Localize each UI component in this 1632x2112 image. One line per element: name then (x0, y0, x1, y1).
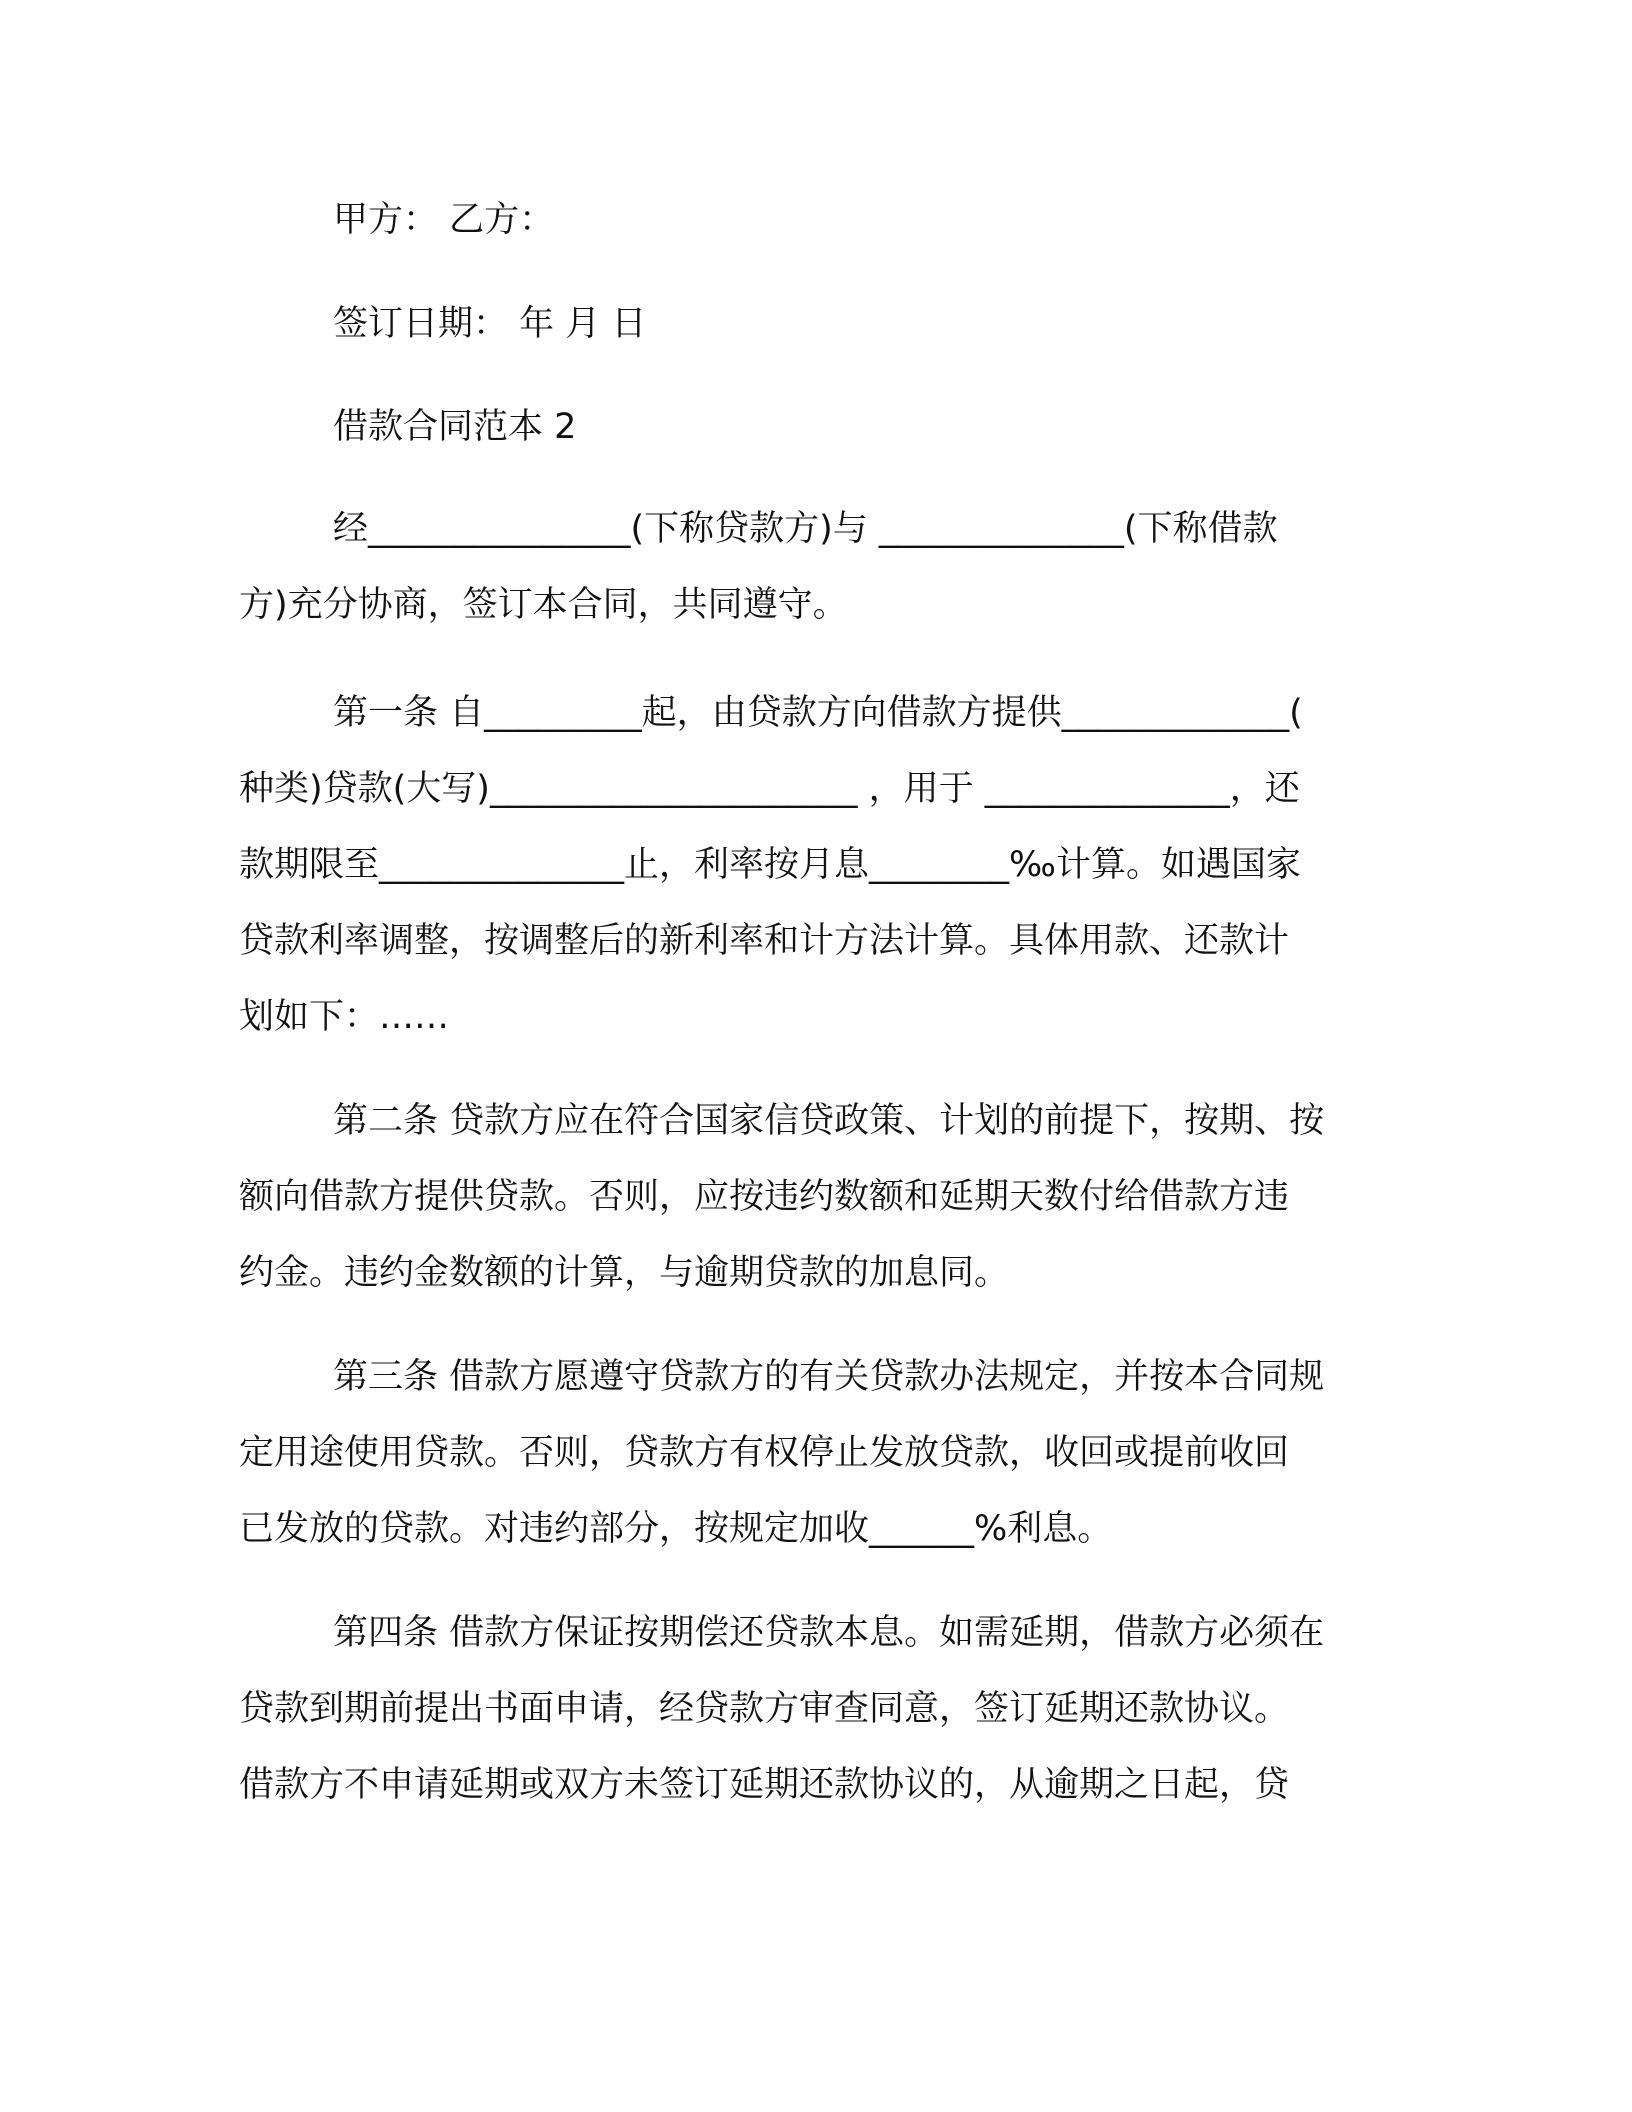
article-3-line-3: 已发放的贷款。对违约部分，按规定加收______%利息。 (239, 1509, 1113, 1549)
party-line: 甲方： 乙方： (333, 200, 555, 240)
sample-title: 借款合同范本 2 (333, 407, 577, 447)
article-4-line-1: 第四条 借款方保证按期偿还贷款本息。如需延期，借款方必须在 (333, 1613, 1325, 1653)
article-2-line-2: 额向借款方提供贷款。否则，应按违约数额和延期天数付给借款方违 (239, 1177, 1290, 1217)
intro-line-2: 方)充分协商，签订本合同，共同遵守。 (239, 585, 848, 625)
article-4-line-2: 贷款到期前提出书面申请，经贷款方审查同意，签订延期还款协议。 (239, 1689, 1290, 1729)
intro-line-1: 经_______________(下称贷款方)与 ______________(下称借款 (333, 509, 1278, 549)
article-1-line-3: 款期限至______________止，利率按月息________‰计算。如遇国家 (239, 845, 1301, 885)
article-2-line-1: 第二条 贷款方应在符合国家信贷政策、计划的前提下，按期、按 (333, 1101, 1325, 1141)
article-1-line-1: 第一条 自_________起，由贷款方向借款方提供_____________( (333, 693, 1303, 733)
article-3-line-2: 定用途使用贷款。否则，贷款方有权停止发放贷款，收回或提前收回 (239, 1433, 1290, 1473)
article-2-line-3: 约金。违约金数额的计算，与逾期贷款的加息同。 (239, 1253, 1010, 1293)
article-1-line-4: 贷款利率调整，按调整后的新利率和计方法计算。具体用款、还款计 (239, 921, 1290, 961)
signing-date-line: 签订日期： 年 月 日 (333, 304, 647, 344)
article-1-line-2: 种类)贷款(大写)_____________________ ，用于 ______________，还 (239, 769, 1300, 809)
article-3-line-1: 第三条 借款方愿遵守贷款方的有关贷款办法规定，并按本合同规 (333, 1357, 1325, 1397)
article-1-line-5: 划如下：…… (239, 997, 450, 1037)
article-4-line-3: 借款方不申请延期或双方未签订延期还款协议的，从逾期之日起，贷 (239, 1765, 1290, 1805)
